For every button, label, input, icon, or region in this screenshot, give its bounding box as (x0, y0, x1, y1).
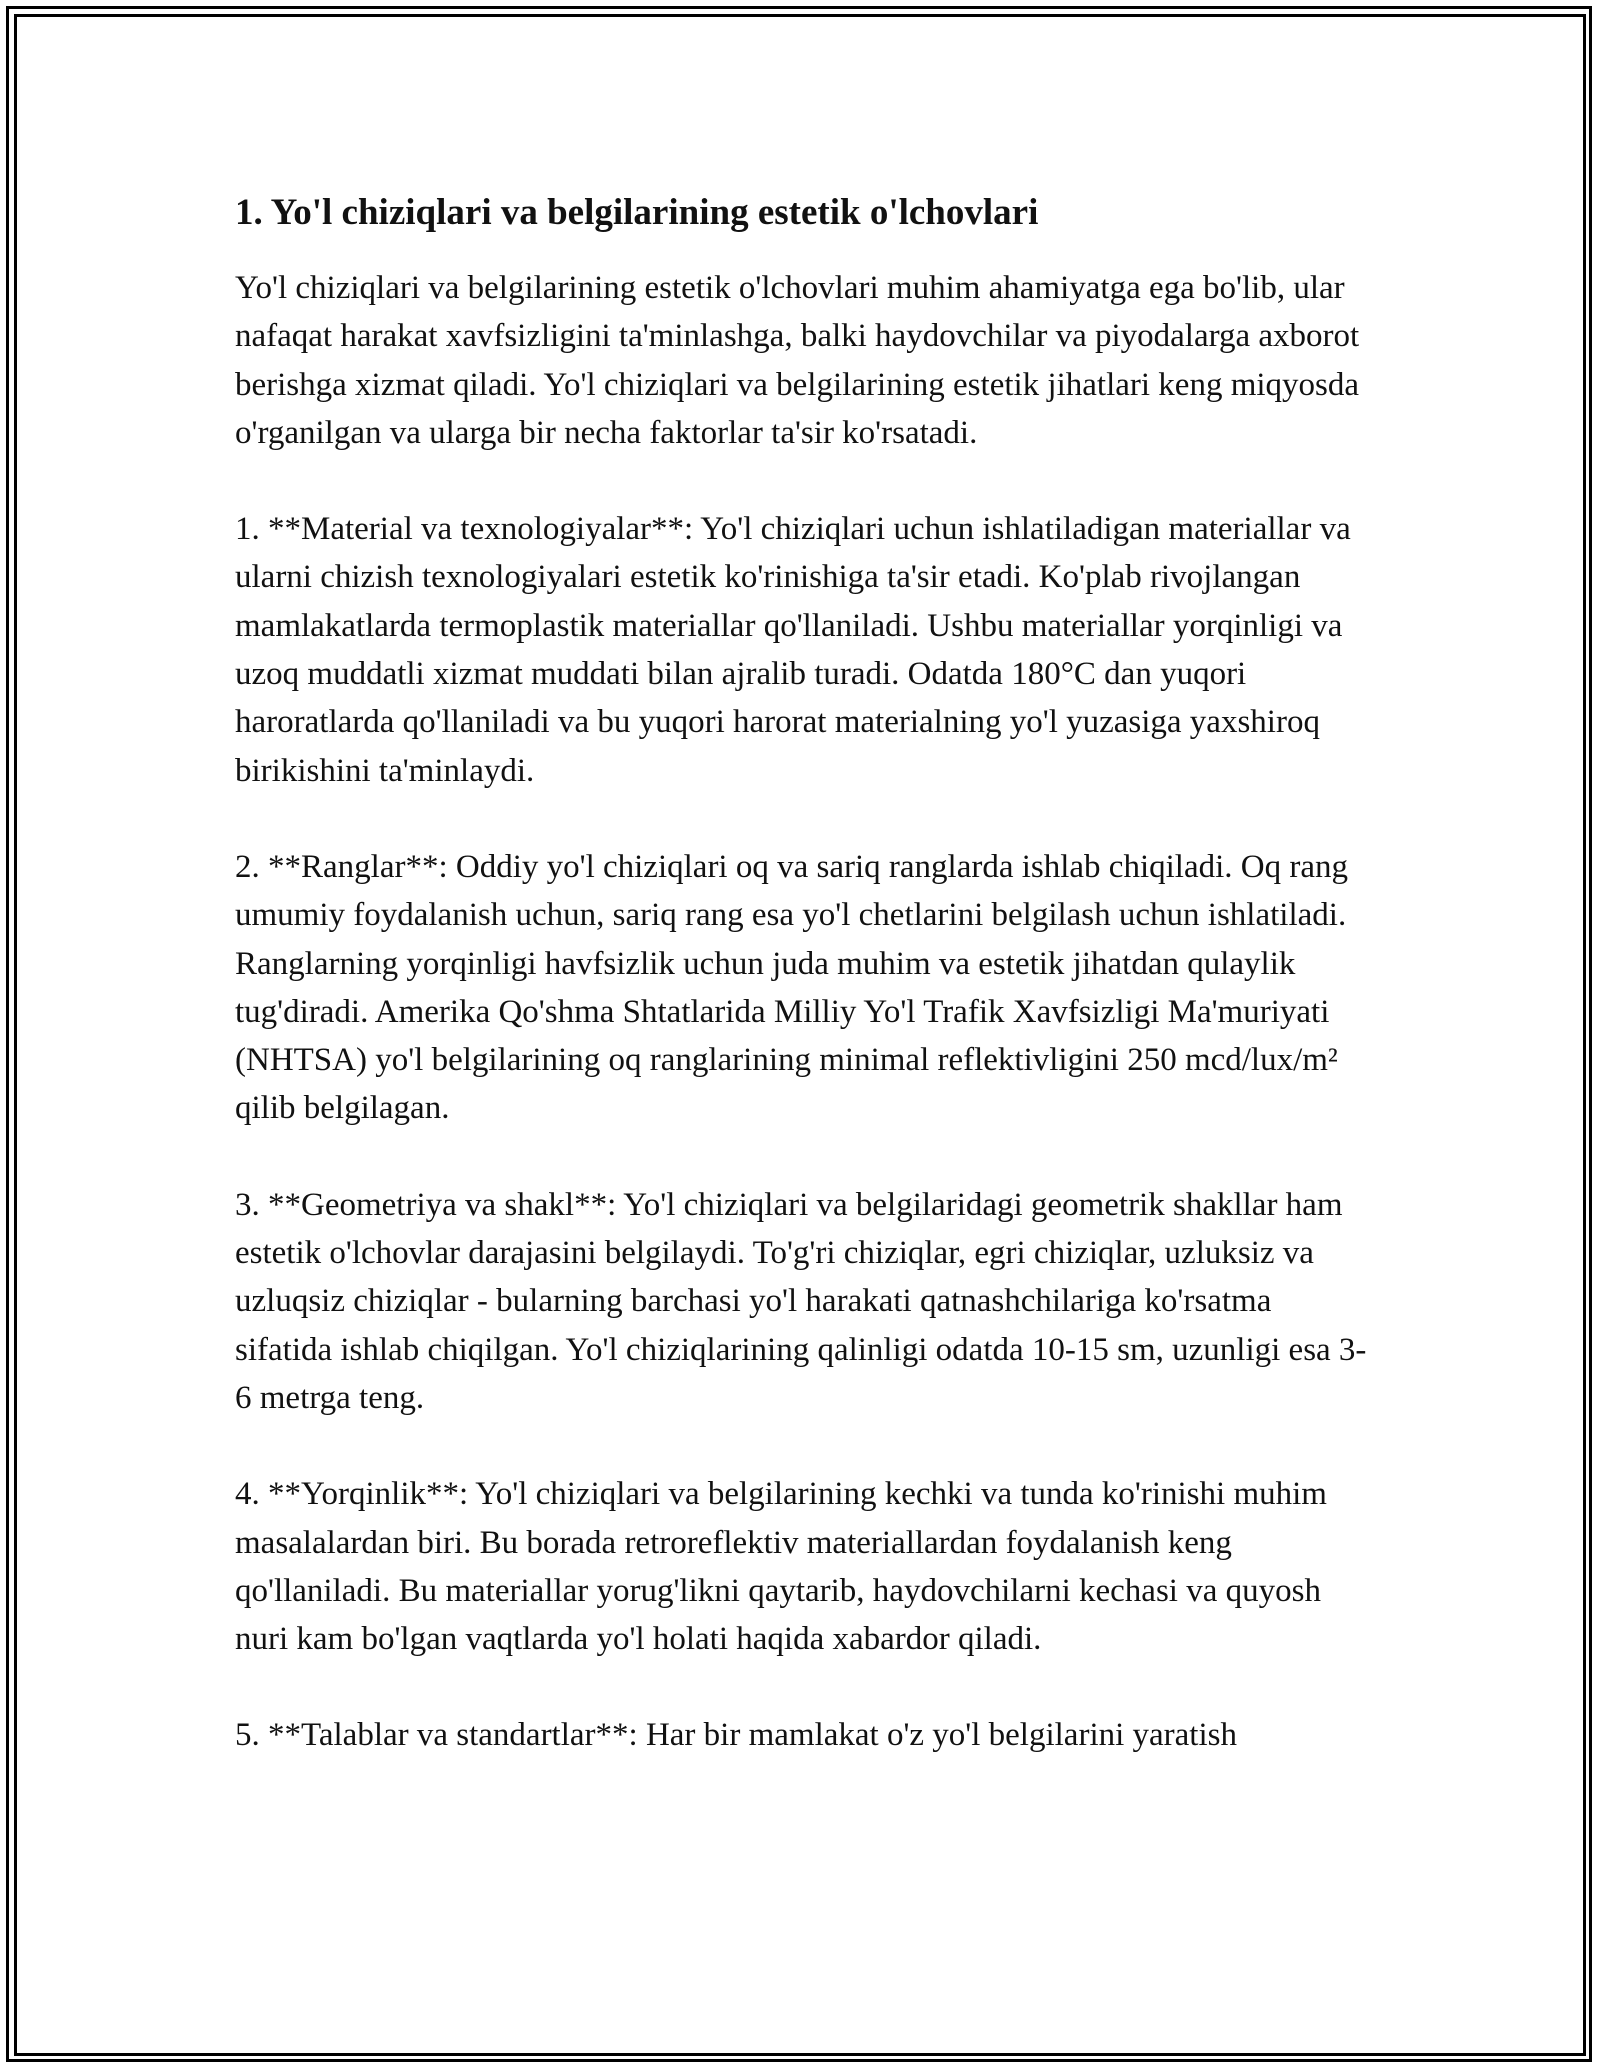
paragraph-geometry: 3. **Geometriya va shakl**: Yo'l chiziqlari va belgilaridagi geometrik shakllar ham estetik o'lchovlar darajasini belgilaydi. To'g'ri chiziqlar, egri chiziqlar, uzluksiz va uzluqsiz chiziqlar - bularning barchasi yo'l harakati qatnashchilariga ko'rsatma sifatida ishlab chiqilgan. Yo'l chiziqlarining qalinligi odatda 10-15 sm, uzunligi esa 3-6 metrga teng. (235, 1186, 1367, 1416)
intro-paragraph: Yo'l chiziqlari va belgilarining estetik o'lchovlari muhim ahamiyatga ega bo'lib, ular nafaqat harakat xavfsizligini ta'minlashga, balki haydovchilar va piyodalarga axborot berishga xizmat qiladi. Yo'l chiziqlari va belgilarining estetik jihatlari keng miqyosda o'rganilgan va ularga bir necha faktorlar ta'sir ko'rsatadi. (235, 270, 1360, 451)
document-body (235, 188, 1370, 1760)
paragraph-colors: 2. **Ranglar**: Oddiy yo'l chiziqlari oq va sariq ranglarda ishlab chiqiladi. Oq rang umumiy foydalanish uchun, sariq rang esa yo'l chetlarini belgilash uchun ishlatiladi. Ranglarning yorqinligi havfsizlik uchun juda muhim va estetik jihatdan qulaylik tug'diradi. Amerika Qo'shma Shtatlarida Milliy Yo'l Trafik Xavfsizligi Ma'muriyati (NHTSA) yo'l belgilarining oq ranglarining minimal reflektivligini 250 mcd/lux/m² qilib belgilagan. (235, 848, 1348, 1127)
paragraph-materials: 1. **Material va texnologiyalar**: Yo'l chiziqlari uchun ishlatiladigan materiallar va ularni chizish texnologiyalari estetik ko'rinishiga ta'sir etadi. Ko'plab rivojlangan mamlakatlarda termoplastik materiallar qo'llaniladi. Ushbu materiallar yorqinligi va uzoq muddatli xizmat muddati bilan ajralib turadi. Odatda 180°C dan yuqori haroratlarda qo'llaniladi va bu yuqori harorat materialning yo'l yuzasiga yaxshiroq birikishini ta'minlaydi. (235, 511, 1351, 789)
paragraph-brightness: 4. **Yorqinlik**: Yo'l chiziqlari va belgilarining kechki va tunda ko'rinishi muhim masalalardan biri. Bu borada retroreflektiv materiallardan foydalanish keng qo'llaniladi. Bu materiallar yorug'likni qaytarib, haydovchilarni kechasi va quyosh nuri kam bo'lgan vaqtlarda yo'l holati haqida xabardor qiladi. (235, 1476, 1327, 1658)
paragraph-standards: 5. **Talablar va standartlar**: Har bir mamlakat o'z yo'l belgilarini yaratish (235, 1717, 1237, 1754)
document-title: 1. Yo'l chiziqlari va belgilarining estetik o'lchovlari (235, 192, 1039, 233)
